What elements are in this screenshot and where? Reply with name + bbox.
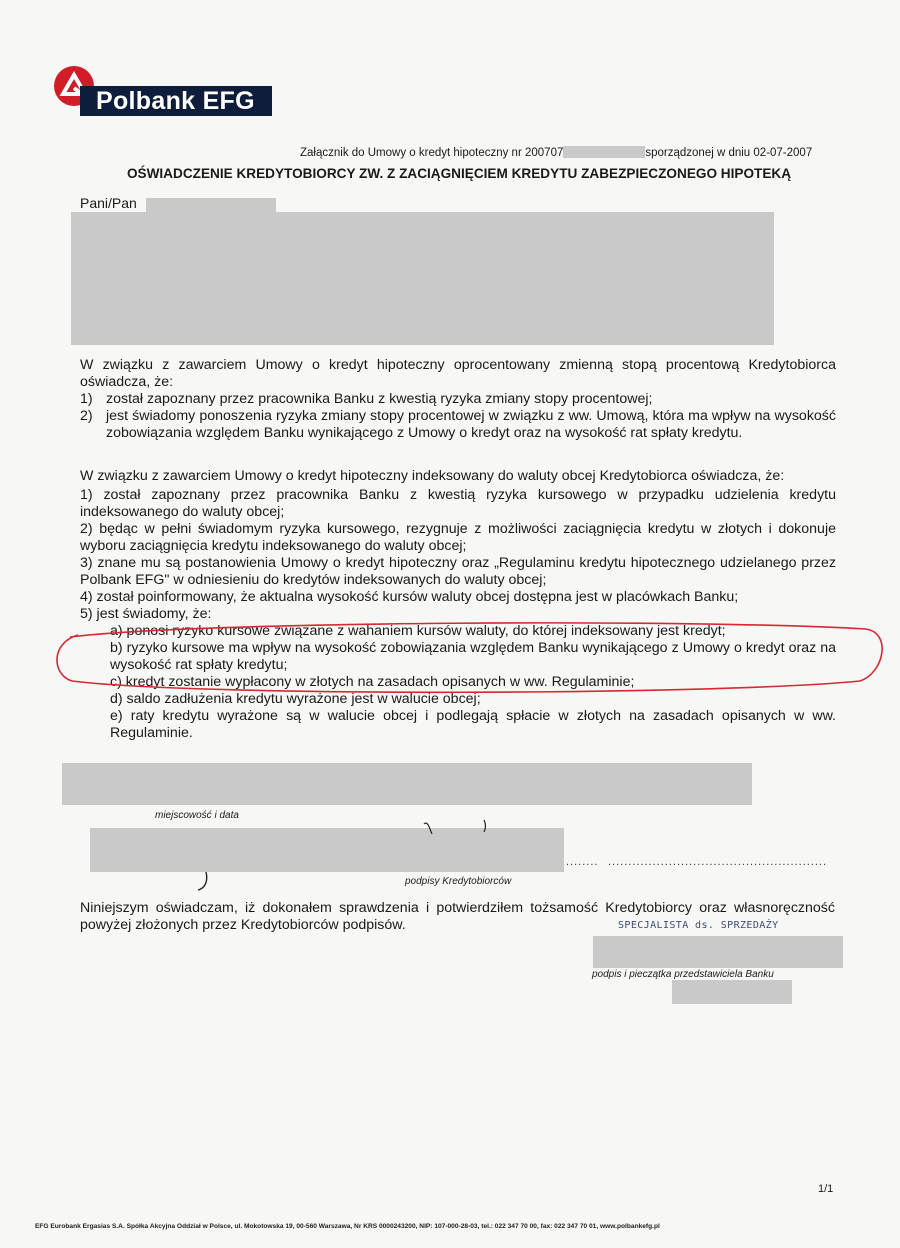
document-title: OŚWIADCZENIE KREDYTOBIORCY ZW. Z ZACIĄGNIĘCIEM KREDYTU ZABEZPIECZONEGO HIPOTEKĄ — [126, 166, 792, 181]
sub-item: a) ponosi ryzyko kursowe związane z wahaniem kursów waluty, do której indeksowany jest kredyt; — [110, 623, 726, 639]
redacted-bank-representative — [672, 980, 792, 1004]
annex-prefix: Załącznik do Umowy o kredyt hipoteczny nr 200707 — [300, 147, 564, 159]
sub-item: d) saldo zadłużenia kredytu wyrażone jest w walucie obcej; — [110, 691, 481, 707]
item-text: został zapoznany przez pracownika Banku z kwestią ryzyka zmiany stopy procentowej; — [106, 391, 653, 407]
annex-line — [300, 146, 812, 159]
list-item: 3) znane mu są postanowienia Umowy o kredyt hipoteczny oraz „Regulaminu kredytu hipotecznego udzielanego przez Polbank EFG" w odniesieniu do kredytów indeksowanych do waluty obcej; — [80, 555, 836, 588]
borrower-signatures-label: podpisy Kredytobiorców — [405, 876, 512, 887]
sub-item: e) raty kredytu wyrażone są w walucie obcej i podlegają spłacie w złotych na zasadach opisanych w ww. Regulaminie. — [110, 708, 836, 741]
pani-pan-label: Pani/Pan — [80, 195, 137, 211]
list-item: 1) został zapoznany przez pracownika Banku z kwestią ryzyka kursowego w przypadku udzielenia kredytu indeksowanego do waluty obcej; — [80, 487, 836, 520]
signature-dots-right: ...................................................... — [608, 856, 828, 868]
highlight-ellipse-icon — [0, 615, 900, 715]
list-item — [80, 391, 836, 408]
item-number: 1) — [80, 391, 93, 407]
bank-signature-label: podpis i pieczątka przedstawiciela Banku — [592, 969, 774, 980]
list-item: 4) został poinformowany, że aktualna wysokość kursów waluty obcej dostępna jest w placówkach Banku; — [80, 589, 739, 605]
list-item: 2) będąc w pełni świadomym ryzyka kursowego, rezygnuje z możliwości zaciągnięcia kredytu w złotych i dokonuje wyboru zaciągnięcia kredytu indeksowanego do waluty obcej; — [80, 521, 836, 554]
polbank-logo — [54, 62, 274, 122]
list-item: 5) jest świadomy, że: — [80, 606, 212, 622]
signature-dots-left: ........ — [566, 856, 599, 868]
redacted-borrower-details — [71, 212, 774, 345]
section2-intro: W związku z zawarciem Umowy o kredyt hipoteczny indeksowany do waluty obcej Kredytobiorca oświadcza, że: — [80, 468, 785, 484]
redacted-contract-number — [563, 146, 645, 158]
bank-statement: Niniejszym oświadczam, iż dokonałem sprawdzenia i potwierdziłem tożsamość Kredytobiorcy oraz własnoręczność powyżej złożonych przez Kredytobiorców podpisów. — [80, 900, 835, 933]
redacted-bank-signature — [593, 936, 843, 968]
redacted-place-date — [62, 763, 752, 805]
annex-suffix: sporządzonej w dniu 02-07-2007 — [645, 147, 813, 159]
handwritten-mark-icon — [192, 870, 222, 894]
item-text: jest świadomy ponoszenia ryzyka zmiany stopy procentowej w związku z ww. Umową, która ma wpływ na wysokość zobowiązania względem Banku wynikającego z Umowy o kredyt oraz na wysokość rat spłaty kredytu. — [106, 408, 836, 441]
sub-item: b) ryzyko kursowe ma wpływ na wysokość zobowiązania względem Banku wynikającego z Umowy o kredyt oraz na wysokość rat spłaty kredytu; — [110, 640, 836, 673]
logo-text: Polbank EFG — [80, 86, 272, 116]
page-number: 1/1 — [818, 1183, 834, 1195]
item-number: 2) — [80, 408, 93, 424]
list-item — [80, 408, 836, 442]
section1-intro: W związku z zawarciem Umowy o kredyt hipoteczny oprocentowany zmienną stopą procentową Kredytobiorca oświadcza, że: — [80, 357, 836, 390]
stamp-specialist: SPECJALISTA ds. SPRZEDAŻY — [618, 920, 779, 931]
handwritten-stroke-icon — [420, 818, 500, 838]
company-footer: EFG Eurobank Ergasias S.A. Spółka Akcyjna Oddział w Polsce, ul. Mokotowska 19, 00-560 Warszawa, Nr KRS 0000243200, NIP: 107-000-28-03, tel.: 022 347 70 00, fax: 022 347 70 01, www.polbankefg.pl — [35, 1223, 660, 1230]
borrower-label — [80, 195, 137, 211]
place-date-label: miejscowość i data — [155, 810, 239, 821]
sub-item: c) kredyt zostanie wypłacony w złotych na zasadach opisanych w ww. Regulaminie; — [110, 674, 635, 690]
section-interest-rate — [80, 357, 836, 442]
